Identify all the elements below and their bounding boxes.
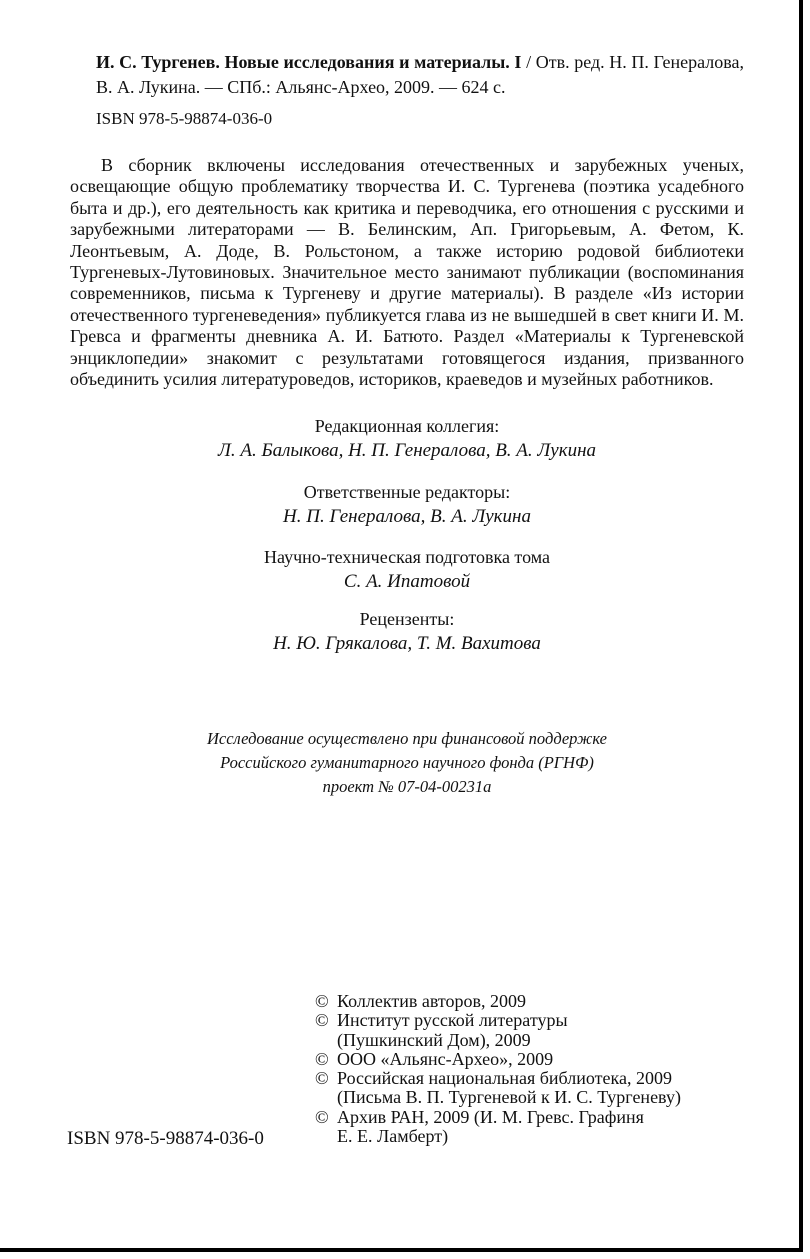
reviewers (70, 607, 744, 657)
copyright-line: Е. Е. Ламберт) (337, 1126, 449, 1147)
copyright-line: (Пушкинский Дом), 2009 (337, 1029, 531, 1050)
credit-role: Ответственные редакторы: (303, 482, 511, 502)
copyright-entry (315, 992, 755, 1011)
funding-line: Российского гуманитарного научного фонда (РГНФ) (220, 753, 594, 772)
editorial-board (70, 414, 744, 464)
funding-line: Исследование осуществлено при финансовой поддержке (206, 729, 608, 748)
copyright-line: (Письма В. П. Тургеневой к И. С. Тургеневу) (337, 1087, 681, 1108)
bibliographic-record (96, 50, 744, 100)
copyright-symbol: © (315, 1048, 329, 1069)
copyright-symbol: © (315, 1106, 329, 1127)
copyright-line: ООО «Альянс-Архео», 2009 (337, 1048, 554, 1069)
copyright-entry (315, 1069, 755, 1108)
credit-names: С. А. Ипатовой (343, 571, 471, 592)
credit-names: Н. П. Генералова, В. А. Лукина (283, 506, 531, 527)
annotation (70, 155, 744, 390)
copyright-entry (315, 1050, 755, 1069)
book-heading: И. С. Тургенев. Новые исследования и материалы. I (96, 52, 522, 72)
copyright-entry (315, 1108, 755, 1147)
credit-role: Редакционная коллегия: (314, 416, 500, 436)
copyright-symbol: © (315, 991, 329, 1011)
copyright-symbol: © (315, 1010, 329, 1031)
isbn-bottom: ISBN 978-5-98874-036-0 (67, 1128, 264, 1149)
isbn-top: ISBN 978-5-98874-036-0 (96, 109, 273, 128)
credit-role: Научно-техническая подготовка тома (264, 547, 550, 567)
responsible-editors (70, 480, 744, 530)
annotation-text: В сборник включены исследования отечественных и зарубежных ученых, освещающие общую проблематику творчества И. С. Тургенева (поэтика усадебного быта и др.), его деятельность как критика и переводчика, его отношения с русскими и зарубежными литераторами — В. Белинским, Ап. Григорьевым, А. Фетом, К. Леонтьевым, А. Доде, В. Рольстоном, а также историю родовой библиотеки Тургеневых-Лутовиновых. Значительное место занимают публикации (воспоминания современников, письма к Тургеневу и другие материалы). В разделе «Из истории отечественного тургеневедения» публикуется глава из не вышедшей в свет книги И. М. Гревса и фрагменты дневника А. И. Батюто. Раздел «Материалы к Тургеневской энциклопедии» знакомит с результатами готовящегося издания, призванного объединить усилия литературоведов, историков, краеведов и музейных работников. (70, 155, 744, 390)
copyright-block (315, 992, 755, 1146)
credit-role: Рецензенты: (359, 609, 455, 629)
copyright-line: Институт русской литературы (337, 1010, 568, 1031)
publication-details: / Отв. ред. Н. П. Генералова, В. А. Лукина. — СПб.: Альянс-Архео, 2009. — 624 с. (96, 52, 744, 97)
copyright-line: Архив РАН, 2009 (И. М. Гревс. Графиня (337, 1106, 644, 1127)
copyright-line: Российская национальная библиотека, 2009 (337, 1068, 672, 1089)
copyright-line: Коллектив авторов, 2009 (337, 991, 526, 1011)
copyright-entry (315, 1011, 755, 1050)
copyright-symbol: © (315, 1068, 329, 1089)
funding-note (70, 727, 744, 799)
credit-names: Л. А. Балыкова, Н. П. Генералова, В. А. Лукина (217, 440, 597, 461)
technical-preparation (70, 545, 744, 595)
credit-names: Н. Ю. Грякалова, Т. М. Вахитова (273, 633, 541, 654)
grant-number: проект № 07-04-00231а (322, 777, 492, 796)
